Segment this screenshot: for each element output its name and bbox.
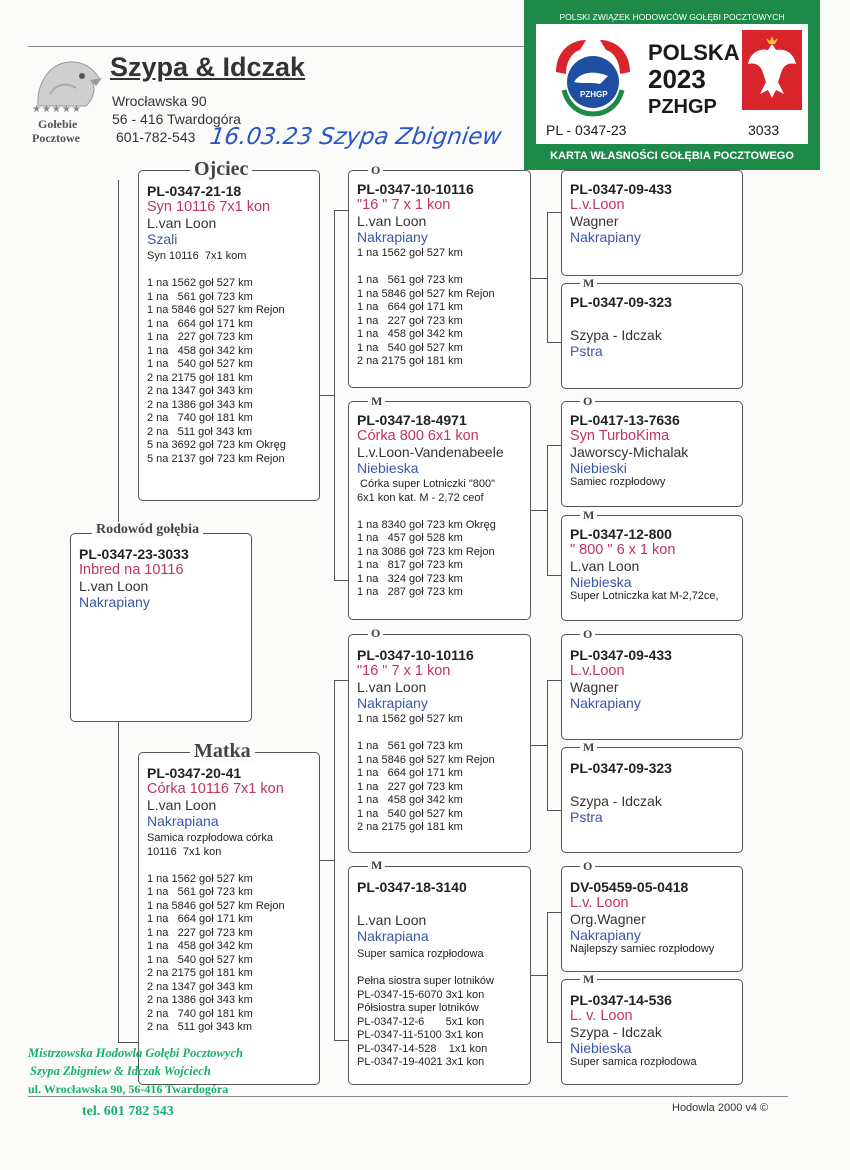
ffm-sex-mark: M bbox=[580, 277, 597, 289]
connector bbox=[530, 510, 547, 511]
breeder-street: Wrocławska 90 bbox=[112, 93, 207, 109]
mff-line: Wagner bbox=[570, 679, 619, 695]
mother-name: Córka 10116 7x1 kon bbox=[147, 781, 284, 797]
connector bbox=[547, 810, 561, 811]
fm-ring: PL-0347-18-4971 bbox=[357, 412, 467, 428]
logo-text-2: Pocztowe bbox=[32, 131, 80, 145]
ffm-name bbox=[570, 310, 734, 327]
connector bbox=[547, 575, 561, 576]
mmf-name: L.v. Loon bbox=[570, 895, 629, 911]
polish-eagle-icon bbox=[742, 30, 802, 110]
software-credit: Hodowla 2000 v4 © bbox=[672, 1102, 769, 1114]
mfm-name bbox=[570, 776, 734, 793]
mmm-color: Niebieska bbox=[570, 1040, 632, 1056]
card-abbr: PZHGP bbox=[648, 96, 717, 118]
mother-card bbox=[138, 752, 320, 1085]
handwritten-note: 16.03.23 Szypa Zbigniew bbox=[208, 124, 504, 150]
mfm-color: Pstra bbox=[570, 809, 603, 825]
breeder-stamp bbox=[28, 1046, 278, 1126]
fmf-color: Niebieski bbox=[570, 460, 627, 476]
connector bbox=[547, 342, 561, 343]
mfm-line: Szypa - Idczak bbox=[570, 793, 662, 809]
ffm-card bbox=[561, 283, 743, 389]
mm-line: L.van Loon bbox=[357, 912, 427, 928]
fmm-sex-mark: M bbox=[580, 509, 597, 521]
ownership-card bbox=[524, 0, 820, 170]
connector bbox=[530, 745, 547, 746]
fm-color: Niebieska bbox=[357, 460, 419, 476]
connector bbox=[530, 278, 547, 279]
card-number: 3033 bbox=[748, 122, 780, 138]
mother-notes: Samica rozpłodowa córka 10116 7x1 kon 1 na 1562 goł 527 km 1 na 561 goł 723 km 1 na 5846 goł 527 km Rejon 1 na 664 goł 171 km 1 na 227 goł 723 km 1 na 458 goł 342 km 1 na 540 goł 527 km 2 na 2175 goł 181 km 2 na 1347 goł 343 km 2 na 1386 goł 343 km 2 na 740 goł 181 km 2 na 511 goł 343 km bbox=[147, 832, 285, 1033]
mmm-ring: PL-0347-14-536 bbox=[570, 992, 672, 1008]
fmf-ring: PL-0417-13-7636 bbox=[570, 412, 680, 428]
mmf-color: Nakrapiany bbox=[570, 927, 641, 943]
mmm-line: Szypa - Idczak bbox=[570, 1024, 662, 1040]
father-card bbox=[138, 170, 320, 501]
mmm-notes: Super samica rozpłodowa bbox=[570, 1056, 697, 1068]
father-line: L.van Loon bbox=[147, 215, 217, 231]
ffm-color: Pstra bbox=[570, 343, 603, 359]
connector bbox=[547, 680, 548, 810]
mm-notes: Super samica rozpłodowa Pełna siostra super lotników PL-0347-15-6070 3x1 kon Półsiostra super lotników PL-0347-12-6 5x1 kon PL-0347-11-5100 3x1 kon PL-0347-14-528 1x1 kon PL-0347-19-4021 3x1 kon bbox=[357, 948, 494, 1068]
connector bbox=[118, 180, 119, 532]
subject-ring: PL-0347-23-3033 bbox=[79, 546, 189, 562]
card-country: POLSKA bbox=[648, 40, 740, 65]
fm-line: L.v.Loon-Vandenabeele bbox=[357, 444, 504, 460]
logo-text-1: Gołebie bbox=[38, 117, 78, 131]
stamp-line-2: Szypa Zbigniew & Idczak Wojciech bbox=[30, 1064, 211, 1078]
emblem-text: PZHGP bbox=[580, 90, 608, 99]
mother-ring: PL-0347-20-41 bbox=[147, 765, 242, 781]
fmf-card bbox=[561, 401, 743, 507]
fmm-ring: PL-0347-12-800 bbox=[570, 526, 672, 542]
mm-card bbox=[348, 866, 531, 1085]
fmm-name: " 800 " 6 x 1 kon bbox=[570, 542, 676, 558]
card-footer: KARTA WŁASNOŚCI GOŁĘBIA POCZTOWEGO bbox=[550, 150, 794, 162]
mff-sex-mark: O bbox=[580, 628, 595, 640]
mmf-sex-mark: O bbox=[580, 860, 595, 872]
fmm-card bbox=[561, 515, 743, 621]
logo-stars: ★★★★★ bbox=[32, 104, 82, 115]
mff-ring: PL-0347-09-433 bbox=[570, 647, 672, 663]
fff-name: L.v.Loon bbox=[570, 197, 625, 213]
father-caption: Ojciec bbox=[190, 158, 252, 181]
pedigree-caption: Rodowód gołębia bbox=[92, 522, 203, 538]
mfm-sex-mark: M bbox=[580, 741, 597, 753]
mother-color: Nakrapiana bbox=[147, 813, 219, 829]
ff-color: Nakrapiany bbox=[357, 229, 428, 245]
mmm-sex-mark: M bbox=[580, 973, 597, 985]
mfm-ring: PL-0347-09-323 bbox=[570, 760, 672, 776]
stamp-line-3: ul. Wrocławska 90, 56-416 Twardogóra bbox=[28, 1082, 229, 1096]
connector bbox=[118, 1042, 138, 1043]
fm-card bbox=[348, 401, 531, 620]
ff-card bbox=[348, 170, 531, 388]
fmf-sex-mark: O bbox=[580, 395, 595, 407]
father-ring: PL-0347-21-18 bbox=[147, 183, 242, 199]
connector bbox=[547, 1042, 561, 1043]
fm-notes: Córka super Lotniczki "800" 6x1 kon kat. M - 2,72 ceof 1 na 8340 goł 723 km Okręg 1 na 457 goł 528 km 1 na 3086 goł 723 km Rejon 1 na 817 goł 723 km 1 na 324 goł 723 km 1 na 287 goł 723 km bbox=[357, 478, 496, 598]
fmf-line: Jaworscy-Michalak bbox=[570, 444, 689, 460]
connector bbox=[320, 395, 334, 396]
subject-color: Nakrapiany bbox=[79, 594, 150, 610]
mm-sex-mark: M bbox=[368, 859, 385, 871]
ff-ring: PL-0347-10-10116 bbox=[357, 181, 474, 197]
ff-name: "16 " 7 x 1 kon bbox=[357, 197, 451, 213]
connector bbox=[547, 912, 548, 1042]
pigeon-head-logo-icon bbox=[30, 54, 105, 110]
mm-ring: PL-0347-18-3140 bbox=[357, 879, 467, 895]
ff-notes: 1 na 1562 goł 527 km 1 na 561 goł 723 km 1 na 5846 goł 527 km Rejon 1 na 664 goł 171 km 1 na 227 goł 723 km 1 na 458 goł 342 km 1 na 540 goł 527 km 2 na 2175 goł 181 km bbox=[357, 247, 495, 367]
card-ring: PL - 0347-23 bbox=[546, 122, 627, 138]
fmm-color: Niebieska bbox=[570, 574, 632, 590]
subject-line: L.van Loon bbox=[79, 578, 149, 594]
fm-sex-mark: M bbox=[368, 395, 385, 407]
connector bbox=[547, 912, 561, 913]
mf-card bbox=[348, 634, 531, 853]
ffm-ring: PL-0347-09-323 bbox=[570, 294, 672, 310]
header-rule bbox=[28, 46, 528, 47]
fff-line: Wagner bbox=[570, 213, 619, 229]
mm-color: Nakrapiana bbox=[357, 928, 429, 944]
logo bbox=[30, 54, 105, 146]
mff-color: Nakrapiany bbox=[570, 695, 641, 711]
fff-color: Nakrapiany bbox=[570, 229, 641, 245]
mmf-card bbox=[561, 866, 743, 972]
connector bbox=[547, 445, 548, 575]
fff-ring: PL-0347-09-433 bbox=[570, 181, 672, 197]
mfm-card bbox=[561, 747, 743, 853]
connector bbox=[320, 860, 334, 861]
mother-line: L.van Loon bbox=[147, 797, 217, 813]
father-name: Syn 10116 7x1 kon bbox=[147, 199, 271, 215]
mf-notes: 1 na 1562 goł 527 km 1 na 561 goł 723 km 1 na 5846 goł 527 km Rejon 1 na 664 goł 171 km 1 na 227 goł 723 km 1 na 458 goł 342 km 1 na 540 goł 527 km 2 na 2175 goł 181 km bbox=[357, 713, 495, 833]
breeder-name: Szypa & Idczak bbox=[110, 52, 306, 82]
connector bbox=[334, 680, 348, 681]
subject-name: Inbred na 10116 bbox=[79, 562, 184, 578]
breeder-city: 56 - 416 Twardogóra bbox=[112, 111, 241, 127]
mother-caption: Matka bbox=[190, 740, 255, 763]
card-org: POLSKI ZWIĄZEK HODOWCÓW GOŁĘBI POCZTOWYCH bbox=[559, 12, 785, 22]
father-color: Szali bbox=[147, 231, 178, 247]
mf-name: "16 " 7 x 1 kon bbox=[357, 663, 451, 679]
connector bbox=[530, 975, 547, 976]
ffm-line: Szypa - Idczak bbox=[570, 327, 662, 343]
fff-card bbox=[561, 170, 743, 276]
mmm-name: L. v. Loon bbox=[570, 1008, 633, 1024]
fmm-line: L.van Loon bbox=[570, 558, 640, 574]
mmm-card bbox=[561, 979, 743, 1085]
connector bbox=[118, 722, 119, 1042]
fmf-name: Syn TurboKima bbox=[570, 428, 670, 444]
fmm-notes: Super Lotniczka kat M-2,72ce, bbox=[570, 590, 719, 602]
card-year: 2023 bbox=[648, 64, 706, 94]
connector bbox=[547, 212, 561, 213]
fmf-notes: Samiec rozpłodowy bbox=[570, 476, 666, 488]
ff-sex-mark: O bbox=[368, 164, 383, 176]
mm-name bbox=[357, 895, 522, 912]
connector bbox=[334, 210, 335, 580]
mf-line: L.van Loon bbox=[357, 679, 427, 695]
connector bbox=[547, 212, 548, 342]
connector bbox=[547, 680, 561, 681]
father-notes: Syn 10116 7x1 kom 1 na 1562 goł 527 km 1 na 561 goł 723 km 1 na 5846 goł 527 km Rejon 1 na 664 goł 171 km 1 na 227 goł 723 km 1 na 458 goł 342 km 1 na 540 goł 527 km 2 na 2175 goł 181 km 2 na 1347 goł 343 km 2 na 1386 goł 343 km 2 na 740 goł 181 km 2 na 511 goł 343 km 5 na 3692 goł 723 km Okręg 5 na 2137 goł 723 km Rejon bbox=[147, 250, 286, 465]
connector bbox=[334, 1040, 348, 1041]
mf-ring: PL-0347-10-10116 bbox=[357, 647, 474, 663]
connector bbox=[334, 580, 348, 581]
ff-line: L.van Loon bbox=[357, 213, 427, 229]
stamp-line-4: tel. 601 782 543 bbox=[82, 1104, 174, 1119]
mff-card bbox=[561, 634, 743, 740]
connector bbox=[334, 210, 348, 211]
mmf-ring: DV-05459-05-0418 bbox=[570, 879, 689, 895]
mmf-notes: Najlepszy samiec rozpłodowy bbox=[570, 943, 715, 955]
mff-name: L.v.Loon bbox=[570, 663, 625, 679]
stamp-line-1: Mistrzowska Hodowla Gołębi Pocztowych bbox=[28, 1046, 243, 1060]
mf-color: Nakrapiany bbox=[357, 695, 428, 711]
breeder-phone: 601-782-543 bbox=[116, 129, 196, 145]
mf-sex-mark: O bbox=[368, 627, 383, 639]
pzhgp-emblem-icon bbox=[550, 32, 636, 118]
card-inner bbox=[536, 24, 808, 144]
fm-name: Córka 800 6x1 kon bbox=[357, 428, 479, 444]
connector bbox=[334, 680, 335, 1040]
subject-card bbox=[70, 533, 252, 722]
connector bbox=[547, 445, 561, 446]
mmf-line: Org.Wagner bbox=[570, 911, 646, 927]
